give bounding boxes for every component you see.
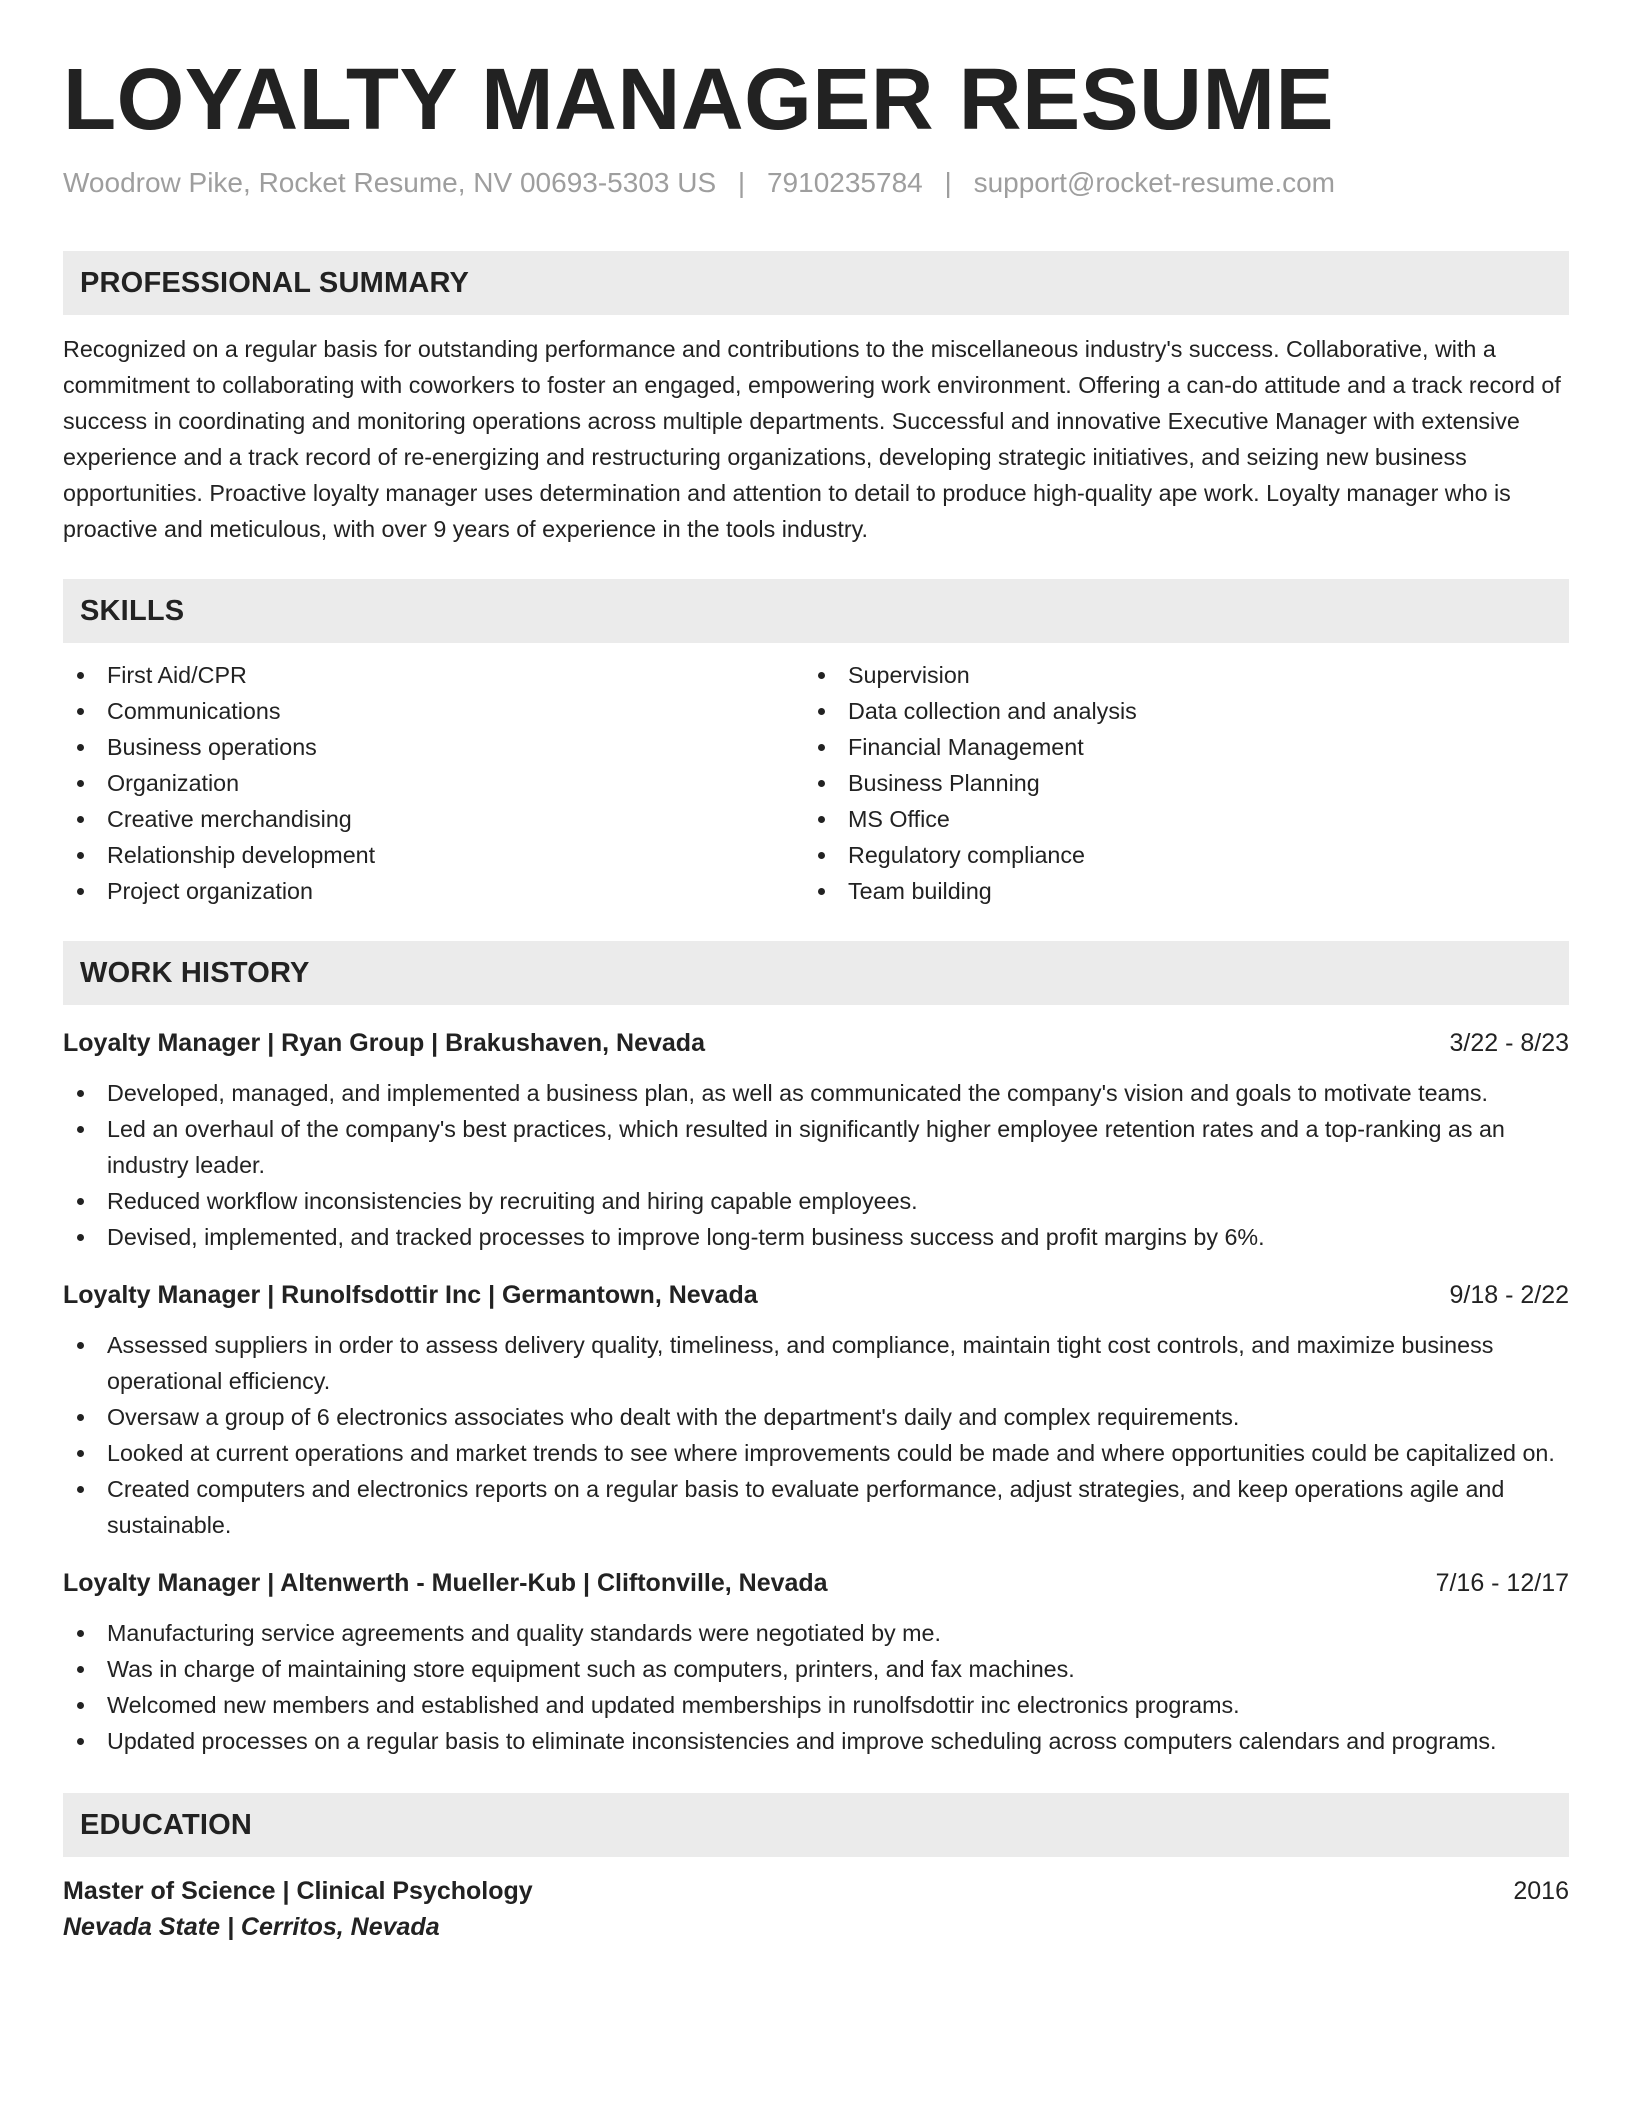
job-header [63, 1277, 1569, 1313]
job-dates: 7/16 - 12/17 [1435, 1569, 1569, 1597]
skill-item: Creative merchandising [63, 801, 804, 837]
work-history-heading: WORK HISTORY [63, 941, 1569, 1005]
job-title: Loyalty Manager | Ryan Group | Brakushaven, Nevada [63, 1029, 705, 1057]
skill-item: MS Office [804, 801, 1545, 837]
job-title: Loyalty Manager | Runolfsdottir Inc | Germantown, Nevada [63, 1281, 758, 1309]
job-bullet: Welcomed new members and established and updated memberships in runolfsdottir inc electronics programs. [63, 1687, 1569, 1723]
job-title: Loyalty Manager | Altenwerth - Mueller-Kub | Cliftonville, Nevada [63, 1569, 828, 1597]
skills-grid [63, 657, 1569, 909]
skill-item: Team building [804, 873, 1545, 909]
job-bullet: Reduced workflow inconsistencies by recruiting and hiring capable employees. [63, 1183, 1569, 1219]
education-entry [63, 1873, 1569, 1945]
contact-separator: | [944, 167, 952, 198]
job-header [63, 1565, 1569, 1601]
skill-item: Financial Management [804, 729, 1545, 765]
skill-item: Business operations [63, 729, 804, 765]
job-bullets [63, 1075, 1569, 1255]
skill-item: Organization [63, 765, 804, 801]
job-bullet: Developed, managed, and implemented a business plan, as well as communicated the company's vision and goals to motivate teams. [63, 1075, 1569, 1111]
summary-heading: PROFESSIONAL SUMMARY [63, 251, 1569, 315]
skills-column-right [804, 657, 1545, 909]
job-entry [63, 1277, 1569, 1543]
job-bullets [63, 1615, 1569, 1759]
contact-separator: | [737, 167, 746, 198]
resume-title: LOYALTY MANAGER RESUME [63, 51, 1335, 148]
education-heading: EDUCATION [63, 1793, 1569, 1857]
job-bullet: Updated processes on a regular basis to eliminate inconsistencies and improve scheduling across computers calendars and programs. [63, 1723, 1569, 1759]
job-dates: 3/22 - 8/23 [1449, 1029, 1569, 1057]
summary-text: Recognized on a regular basis for outstanding performance and contributions to the miscellaneous industry's success. Collaborative, with a commitment to collaborating with coworkers to foster an engaged, empowering work environment. Offering a can-do attitude and a track record of success in coordinating and monitoring operations across multiple departments. Successful and innovative Executive Manager with extensive experience and a track record of re-energizing and restructuring organizations, developing strategic initiatives, and seizing new business opportunities. Proactive loyalty manager uses determination and attention to detail to produce high-quality ape work. Loyalty manager who is proactive and meticulous, with over 9 years of experience in the tools industry. [63, 336, 1561, 542]
skill-item: Supervision [804, 657, 1545, 693]
education-degree: Master of Science | Clinical Psychology [63, 1877, 533, 1905]
education-year: 2016 [1513, 1877, 1569, 1905]
contact-phone: 7910235784 [766, 167, 923, 198]
job-bullet: Oversaw a group of 6 electronics associates who dealt with the department's daily and complex requirements. [63, 1399, 1569, 1435]
skill-item: Data collection and analysis [804, 693, 1545, 729]
education-school: Nevada State | Cerritos, Nevada [63, 1913, 440, 1941]
job-header [63, 1025, 1569, 1061]
skills-column-left [63, 657, 804, 909]
skill-item: Communications [63, 693, 804, 729]
job-bullet: Devised, implemented, and tracked processes to improve long-term business success and profit margins by 6%. [63, 1219, 1569, 1255]
skills-heading: SKILLS [63, 579, 1569, 643]
job-bullet: Was in charge of maintaining store equipment such as computers, printers, and fax machines. [63, 1651, 1569, 1687]
skill-item: Regulatory compliance [804, 837, 1545, 873]
job-bullets [63, 1327, 1569, 1543]
job-bullet: Assessed suppliers in order to assess delivery quality, timeliness, and compliance, maintain tight cost controls, and maximize business operational efficiency. [63, 1327, 1569, 1399]
job-entry [63, 1025, 1569, 1255]
skill-item: Relationship development [63, 837, 804, 873]
contact-address: Woodrow Pike, Rocket Resume, NV 00693-5303 US [63, 167, 717, 198]
job-bullet: Manufacturing service agreements and quality standards were negotiated by me. [63, 1615, 1569, 1651]
skill-item: First Aid/CPR [63, 657, 804, 693]
job-entry [63, 1565, 1569, 1759]
skill-item: Project organization [63, 873, 804, 909]
job-bullet: Created computers and electronics reports on a regular basis to evaluate performance, adjust strategies, and keep operations agile and sustainable. [63, 1471, 1569, 1543]
contact-line [63, 167, 1569, 199]
skill-item: Business Planning [804, 765, 1545, 801]
job-dates: 9/18 - 2/22 [1449, 1281, 1569, 1309]
education-header [63, 1873, 1569, 1909]
job-bullet: Led an overhaul of the company's best practices, which resulted in significantly higher employee retention rates and a top-ranking as an industry leader. [63, 1111, 1569, 1183]
contact-email: support@rocket-resume.com [973, 167, 1335, 198]
job-bullet: Looked at current operations and market trends to see where improvements could be made and where opportunities could be capitalized on. [63, 1435, 1569, 1471]
